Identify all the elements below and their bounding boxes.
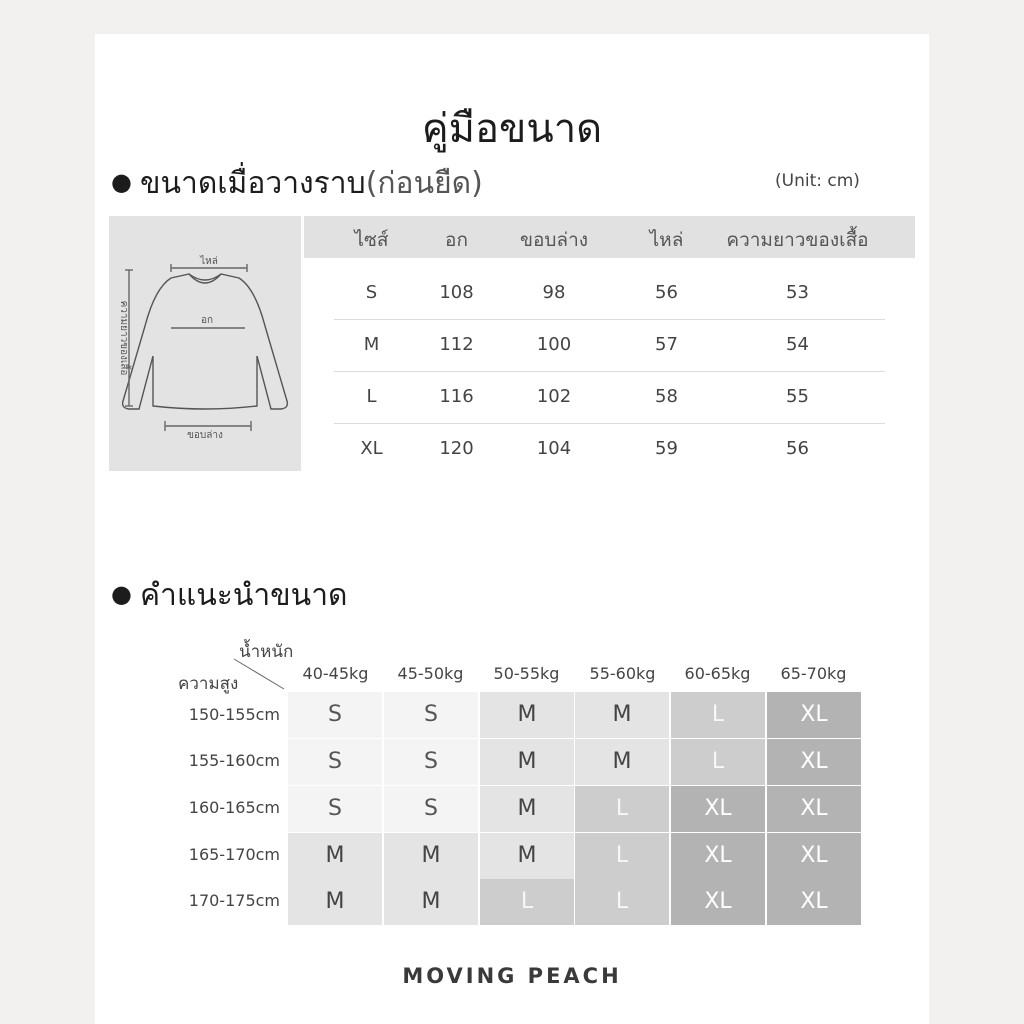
table-row <box>304 268 915 320</box>
bullet-icon: ● <box>111 580 132 608</box>
table-row <box>304 424 915 476</box>
header-shoulder: ไหล่ <box>649 229 684 251</box>
cell-length: 54 <box>786 334 809 355</box>
weight-header: 45-50kg <box>397 664 464 683</box>
header-chest: อก <box>445 229 468 251</box>
height-header: 170-175cm <box>188 891 280 910</box>
weight-header: 55-60kg <box>589 664 656 683</box>
diagram-shoulder-label: ไหล่ <box>200 256 218 267</box>
size-cell: L <box>575 879 669 925</box>
height-header: 165-170cm <box>188 845 280 864</box>
weight-header: 50-55kg <box>493 664 560 683</box>
height-axis-label: ความสูง <box>178 674 239 694</box>
table-row <box>304 320 915 372</box>
measurement-table-header <box>304 216 915 258</box>
cell-length: 56 <box>786 438 809 459</box>
size-cell: M <box>480 692 574 738</box>
unit-label: (Unit: cm) <box>775 171 860 191</box>
size-cell: S <box>384 739 478 785</box>
diagram-chest-label: อก <box>200 315 214 326</box>
size-cell: S <box>288 786 382 832</box>
cell-hem: 100 <box>536 334 572 355</box>
size-cell: M <box>384 833 478 879</box>
header-hem: ขอบล่าง <box>519 229 589 251</box>
page-title: คู่มือขนาด <box>421 106 603 152</box>
header-size: ไซส์ <box>354 229 389 251</box>
diagram-length-label: ความยาวของเสื้อ <box>118 300 129 376</box>
diagram-hem-label: ขอบล่าง <box>187 430 223 441</box>
size-cell: M <box>384 879 478 925</box>
header-length: ความยาวของเสื้อ <box>726 229 869 251</box>
size-cell: L <box>575 833 669 879</box>
reco-section-title: คำแนะนำขนาด <box>139 578 348 613</box>
height-header: 160-165cm <box>188 798 280 817</box>
weight-header: 40-45kg <box>302 664 369 683</box>
shirt-diagram <box>109 216 301 471</box>
flat-section-title: ขนาดเมื่อวางราบ <box>139 166 366 201</box>
cell-hem: 104 <box>536 438 572 459</box>
size-cell: XL <box>767 692 861 738</box>
size-cell: XL <box>671 879 765 925</box>
cell-size: L <box>366 386 377 407</box>
table-row <box>304 372 915 424</box>
flat-section-heading <box>111 160 483 207</box>
size-cell: S <box>384 786 478 832</box>
size-cell: L <box>671 739 765 785</box>
size-cell: XL <box>767 879 861 925</box>
size-cell: M <box>288 833 382 879</box>
size-cell: S <box>384 692 478 738</box>
size-cell: M <box>480 786 574 832</box>
measurement-table <box>304 216 915 459</box>
size-cell: L <box>671 692 765 738</box>
height-header: 150-155cm <box>188 705 280 724</box>
size-cell: M <box>480 833 574 879</box>
size-cell: M <box>480 739 574 785</box>
weight-axis-label: น้ำหนัก <box>239 642 294 662</box>
weight-header: 60-65kg <box>684 664 751 683</box>
size-cell: XL <box>671 833 765 879</box>
corner-divider <box>232 655 292 695</box>
cell-hem: 102 <box>536 386 572 407</box>
bullet-icon: ● <box>111 168 132 196</box>
weight-header: 65-70kg <box>780 664 847 683</box>
cell-chest: 112 <box>439 334 474 355</box>
size-cell: S <box>288 739 382 785</box>
cell-size: M <box>363 334 380 355</box>
size-cell: XL <box>767 833 861 879</box>
size-cell: M <box>575 739 669 785</box>
cell-size: XL <box>360 438 383 459</box>
size-cell: XL <box>767 739 861 785</box>
cell-size: S <box>365 282 378 303</box>
size-cell: S <box>288 692 382 738</box>
cell-chest: 120 <box>439 438 474 459</box>
cell-shoulder: 56 <box>655 282 678 303</box>
brand-logo: MOVING PEACH <box>402 964 622 988</box>
cell-length: 55 <box>786 386 809 407</box>
cell-shoulder: 57 <box>655 334 678 355</box>
cell-length: 53 <box>786 282 809 303</box>
size-cell: M <box>288 879 382 925</box>
size-cell: M <box>575 692 669 738</box>
reco-section-heading <box>111 572 348 619</box>
cell-chest: 108 <box>439 282 474 303</box>
size-cell: L <box>575 786 669 832</box>
shirt-outline-icon <box>109 216 301 471</box>
size-cell: XL <box>671 786 765 832</box>
size-cell: L <box>480 879 574 925</box>
cell-shoulder: 58 <box>655 386 678 407</box>
cell-hem: 98 <box>542 282 566 303</box>
size-cell: XL <box>767 786 861 832</box>
flat-section-subtitle: (ก่อนยืด) <box>365 166 483 201</box>
cell-shoulder: 59 <box>655 438 678 459</box>
cell-chest: 116 <box>439 386 474 407</box>
height-header: 155-160cm <box>188 751 280 770</box>
